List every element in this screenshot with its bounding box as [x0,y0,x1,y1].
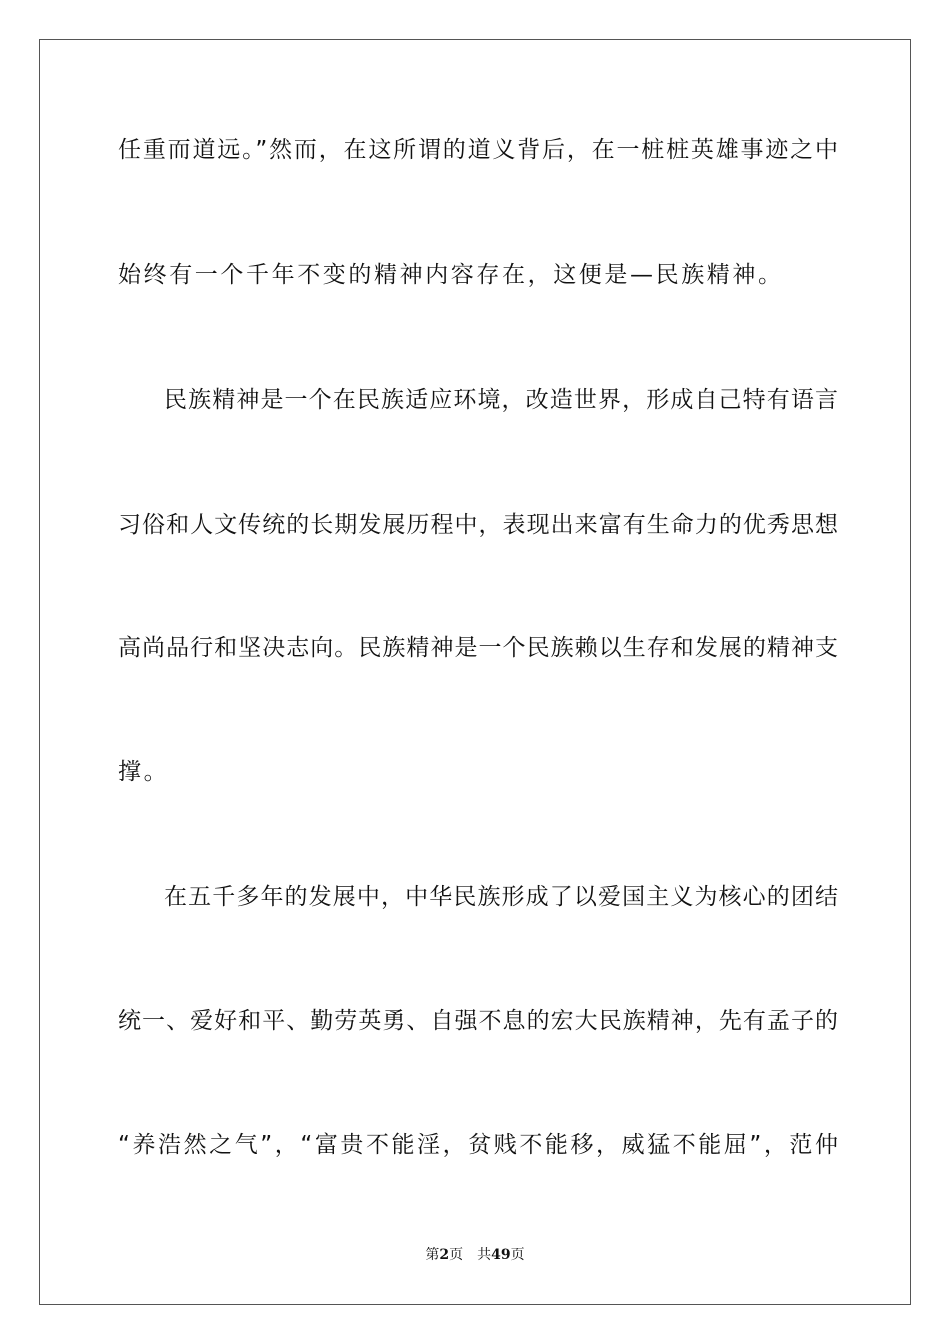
body-line-6: 撑。 [118,759,170,785]
page-footer [0,1244,950,1264]
footer-total-suffix: 页 [510,1247,525,1263]
body-line-9: “养浩然之气”，“富贵不能淫，贫贱不能移，威猛不能屈”，范仲 [118,1132,838,1158]
body-line-4: 习俗和人文传统的长期发展历程中，表现出来富有生命力的优秀思想 [118,512,838,538]
page-border [39,39,911,1305]
body-line-2: 始终有一个千年不变的精神内容存在，这便是—民族精神。 [118,262,784,288]
body-line-8: 统一、爱好和平、勤劳英勇、自强不息的宏大民族精神，先有孟子的 [118,1008,838,1034]
footer-page-number: 2 [439,1247,450,1263]
footer-total-pages: 49 [491,1247,511,1263]
footer-total-prefix: 共 [477,1247,492,1263]
body-line-3: 民族精神是一个在民族适应环境，改造世界，形成自己特有语言 [164,387,838,413]
body-line-5: 高尚品行和坚决志向。民族精神是一个民族赖以生存和发展的精神支 [118,635,838,661]
body-line-1: 任重而道远。”然而，在这所谓的道义背后，在一桩桩英雄事迹之中 [118,137,838,163]
footer-page-prefix: 第 [425,1247,440,1263]
footer-page-suffix: 页 [449,1247,464,1263]
body-line-7: 在五千多年的发展中，中华民族形成了以爱国主义为核心的团结 [164,884,838,910]
